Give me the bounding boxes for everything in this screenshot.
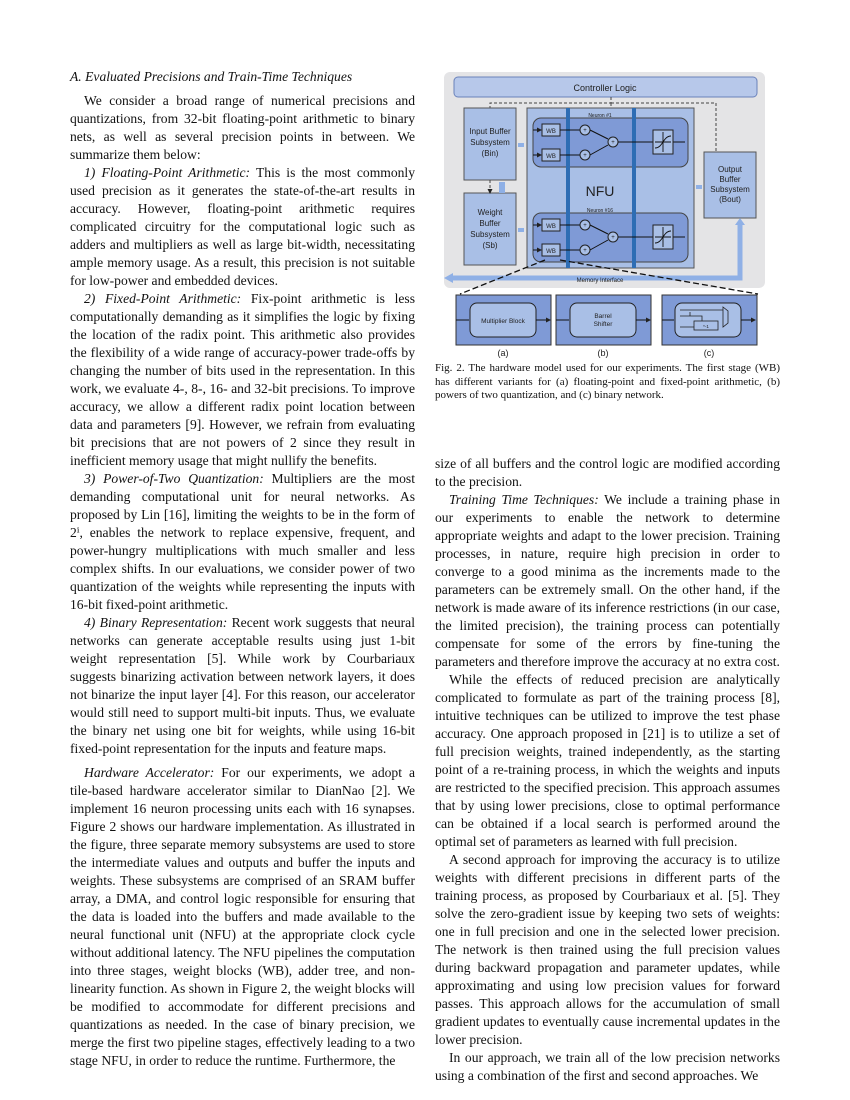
pipeline-bar-1: [566, 108, 570, 268]
wb-label: WB: [546, 129, 556, 135]
paragraph: [435, 671, 780, 851]
memory-interface-label: Memory Interface: [576, 278, 624, 284]
right-column: [435, 455, 780, 1085]
label-a: (a): [497, 348, 509, 358]
paragraph-text: We consider a broad range of numerical precisions and quantizations, from 32-bit floating-point arithmetic to binary nets, as well as several precision points in between. We summarize them below:: [70, 93, 415, 162]
section-title: A. Evaluated Precisions and Train-Time Techniques: [70, 69, 353, 84]
wb-label: WB: [546, 154, 556, 160]
neuron-1-label: Neuron #1: [588, 113, 612, 119]
paragraph-heading: 3) Power-of-Two Quantization:: [84, 471, 264, 486]
paragraph: [70, 164, 415, 290]
paragraph-text: Multipliers are the most demanding computational unit for neural networks. As proposed by Lin [16], limiting the weights to be in the form of 2ⁱ, enables the network to replace expensive, frequent, and power-hungry multiplications with much smaller and less complex shifts. In our evaluations, we consider power of two quantization of the weights while representing the inputs with 16-bit fixed-point arithmetic.: [70, 471, 415, 612]
paragraph-heading: 2) Fixed-Point Arithmetic:: [84, 291, 242, 306]
paragraph: [70, 470, 415, 614]
left-column: [70, 68, 415, 1070]
paragraph-text: Fix-point arithmetic is less computationally demanding as it simplifies the logic by fixing the location of the radix point. This arithmetic also provides the flexibility of a wide range of accuracy-power trade-offs by changing the number of bits used in the representation. In this work, we evaluate 4-, 8-, 16- and 32-bit precisions. To improve accuracy, we allow a different radix point location between data and parameters [9]. However, we refrain from evaluating bit precisions that are not powers of 2 since they result in inefficient memory usage that might nullify the benefits.: [70, 291, 415, 468]
paragraph-text: A second approach for improving the accuracy is to utilize weights with different precisions in different parts of the training process, as proposed by Courbariaux et al. [5]. They solve the zero-gradient issue by keeping two sets of weights: one in full precision and one in the selected lower precision. The network is then trained using the full precision values during backward propagation and parameter updates, while approximating and using low precision values for forward passes. This approach allows for the accumulation of small gradient updates to eventually cause incremental updates in the lower precision.: [435, 852, 780, 1047]
variant-c: [662, 295, 757, 358]
paragraph-text: While the effects of reduced precision are analytically complicated to formulate as part of the training process [8], intuitive techniques can be utilized to improve the test phase accuracy. One approach proposed in [21] is to utilize a set of full precision weights, trained independently, as the starting point of a re-training process, in which the weights and inputs are restricted to the specified precision. This approach assumes that by using lower precisions, close to optimal performance can be obtained if a local search is performed around the optimal set of parameters as learned with full precision.: [435, 672, 780, 849]
paragraph-text: size of all buffers and the control logic are modified according to the precision.: [435, 456, 780, 489]
output-buffer-label: Output Buffer Subsystem (Bout): [710, 165, 750, 204]
paragraph: [70, 614, 415, 758]
left-body: [70, 92, 415, 1070]
paragraph-heading: 1) Floating-Point Arithmetic:: [84, 165, 251, 180]
neuron-16-label: Neuron #16: [586, 208, 614, 214]
negate-label: *-1: [703, 324, 709, 329]
barrel-shifter-label: Barrel Shifter: [593, 313, 613, 328]
paragraph-text: For our experiments, we adopt a tile-based hardware accelerator similar to DianNao [2]. We implement 16 neuron processing units each with 16 synapses. Figure 2 shows our hardware implementation. As illustrated in the figure, three separate memory subsystems are used to store the intermediate values and outputs and buffer the inputs and weights. These subsystems are comprised of an SRAM buffer array, a DMA, and control logic responsible for ensuring that the data is loaded into the buffers and made available to the neural functional unit (NFU) at the appropriate clock cycle without additional latency. The NFU pipelines the computation into three stages, weight blocks (WB), adder tree, and non-linearity function. As shown in Figure 2, the weight blocks will be modified to accommodate for different precisions and quantizations as needed. In the case of binary precision, we merge the first two pipeline stages, effectively leading to a two stage NFU, in order to reduce the runtime. Furthermore, the: [70, 765, 415, 1068]
paragraph-heading: Hardware Accelerator:: [84, 765, 215, 780]
figure-2-hardware-diagram: [440, 70, 770, 360]
multiplier-block-label: Multiplier Block: [481, 318, 525, 325]
paragraph-text: Recent work suggests that neural networks can generate acceptable results using just 1-bit weight representation [5]. While work by Courbariaux suggests binarizing activation between network layers, it does not binarize the input layer [4]. For this reason, our accelerator would still need to support multi-bit inputs. Thus, we evaluate the binary net using one bit for weights, while using 16-bit fixed-point representation for the inputs and feature maps.: [70, 615, 415, 756]
paragraph-heading: Training Time Techniques:: [449, 492, 599, 507]
paragraph: [70, 92, 415, 164]
weight-buffer-box: [464, 193, 516, 265]
plus-label: +: [611, 235, 615, 241]
pipeline-bar-2: [632, 108, 636, 268]
wb-label: WB: [546, 224, 556, 230]
paragraph-text: This is the most commonly used precision as it generates the state-of-the-art results in accuracy. However, floating-point arithmetic requires complicated circuitry for the computational logic such as adders and multipliers as well as large bit-width, necessitating ample memory usage. As a result, this precision is not suitable for low-power and embedded devices.: [70, 165, 416, 288]
paragraph: [70, 764, 415, 1070]
paragraph-text: In our approach, we train all of the low precision networks using a combination of the first and second approaches. We: [435, 1050, 780, 1083]
plus-label: +: [583, 153, 587, 159]
paragraph: [435, 491, 780, 671]
input-buffer-label: Input Buffer Subsystem (Bin): [469, 127, 511, 158]
controller-label: Controller Logic: [573, 83, 637, 93]
paragraph-heading: 4) Binary Representation:: [84, 615, 228, 630]
paragraph: [435, 851, 780, 1049]
variant-b: [556, 295, 651, 358]
plus-label: +: [611, 140, 615, 146]
weight-buffer-label: Weight Buffer Subsystem (Sb): [470, 208, 510, 250]
plus-label: +: [583, 128, 587, 134]
nfu-label: NFU: [585, 183, 615, 199]
paragraph: [70, 290, 415, 470]
variant-a: [456, 295, 551, 358]
label-c: (c): [703, 348, 715, 358]
paragraph: [435, 455, 780, 491]
paragraph: [435, 1049, 780, 1085]
plus-label: +: [583, 248, 587, 254]
paragraph-text: We include a training phase in our experiments to enable the network to determine appropriate weights and adapt to the lower precision. Training processes, in nature, require high precision in order to converge to a good minima as the increments made to the parameters can be extremely small. On the other hand, if the network is made aware of its inference restrictions (in our case, the limited precision), the training process can potentially compensate for some of the errors by fine-tuning the parameters and therefore improve the accuracy at no extra cost.: [435, 492, 780, 669]
label-b: (b): [597, 348, 609, 358]
figure-caption: Fig. 2. The hardware model used for our experiments. The first stage (WB) has different variants for (a) floating-point and fixed-point arithmetic, (b) powers of two quantization, and (c) binary network.: [435, 362, 780, 401]
wb-label: WB: [546, 249, 556, 255]
plus-label: +: [583, 223, 587, 229]
